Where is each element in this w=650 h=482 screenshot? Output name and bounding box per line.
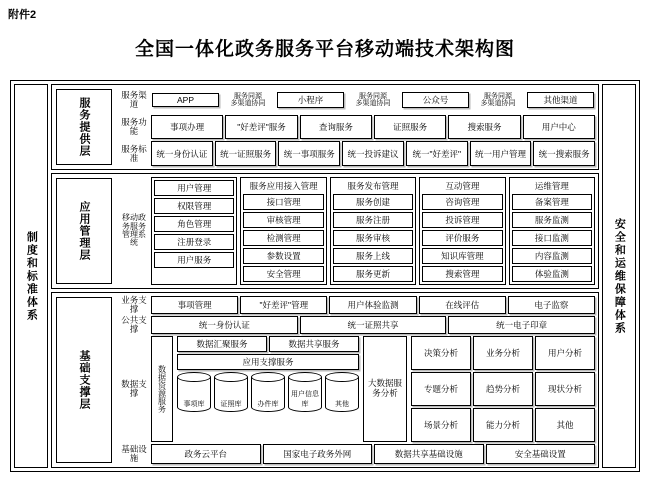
connector-3: 服务同源 多渠道协同	[480, 92, 516, 108]
analysis-capability[interactable]: 能力分析	[473, 408, 533, 442]
std-user-management[interactable]: 统一用户管理	[470, 141, 532, 166]
biz-electronic-supervision[interactable]: 电子监察	[508, 296, 595, 314]
data-aggregation-service[interactable]: 数据汇聚服务	[177, 336, 267, 352]
layers-container	[51, 84, 599, 468]
biz-review-management[interactable]: "好差评"管理	[240, 296, 327, 314]
layer-title-base: 基础支撑层	[78, 350, 90, 410]
column-head-interaction: 互动管理	[445, 181, 480, 191]
pub-license-share[interactable]: 统一证照共享	[300, 316, 447, 334]
db-label-other: 其他	[335, 401, 349, 408]
left-side-label	[14, 84, 48, 468]
layer-service-provision	[51, 84, 599, 170]
db-label-user: 用户信息库	[291, 391, 319, 408]
layer-body-service	[116, 85, 598, 169]
func-search-service[interactable]: 搜索服务	[448, 115, 520, 140]
layer-title-app: 应用管理层	[78, 201, 90, 261]
channel-miniprogram[interactable]: 小程序	[277, 92, 344, 108]
app-service-create[interactable]: 服务创建	[333, 194, 413, 210]
row-data-support	[119, 336, 595, 442]
app-consult-management[interactable]: 咨询管理	[422, 194, 502, 210]
biz-item-management[interactable]: 事项管理	[151, 296, 238, 314]
analysis-grid	[409, 336, 595, 442]
connector-2: 服务同源 多渠道协同	[355, 92, 391, 108]
layer-label-app-mgmt	[56, 178, 112, 284]
std-complaint[interactable]: 统一投诉建议	[342, 141, 404, 166]
row-label-data-support: 数据支撑	[121, 379, 147, 398]
column-service-access	[240, 177, 326, 285]
infra-data-sharing[interactable]: 数据共享基础设施	[374, 444, 484, 464]
layer-body-base	[116, 293, 598, 467]
app-content-monitoring[interactable]: 内容监测	[512, 248, 592, 264]
db-label-case: 办件库	[257, 401, 279, 408]
row-label-app-mgmt: 移动政务服务管理系统	[122, 213, 146, 248]
row-business-support	[119, 296, 595, 314]
channel-official-account[interactable]: 公众号	[402, 92, 469, 108]
right-side-label	[602, 84, 636, 468]
app-service-register[interactable]: 服务注册	[333, 212, 413, 228]
app-service-monitoring[interactable]: 服务监测	[512, 212, 592, 228]
db-case-library[interactable]	[251, 372, 285, 412]
db-label-item: 事项库	[183, 401, 205, 408]
layer-body-app	[116, 174, 598, 288]
std-item-service[interactable]: 统一事项服务	[278, 141, 340, 166]
row-service-function	[119, 115, 595, 140]
data-resource-service-label: 数据资源服务	[151, 336, 173, 442]
app-search-management[interactable]: 搜索管理	[422, 266, 502, 282]
row-label-service-standard: 服务标准	[121, 143, 147, 163]
app-service-audit[interactable]: 服务审核	[333, 230, 413, 246]
app-mgmt-columns	[151, 177, 595, 285]
app-parameter-settings[interactable]: 参数设置	[243, 248, 323, 264]
std-review[interactable]: 统一"好差评"	[406, 141, 468, 166]
column-head-service-publish: 服务发布管理	[347, 181, 399, 191]
std-license-service[interactable]: 统一证照服务	[215, 141, 277, 166]
app-service-online[interactable]: 服务上线	[333, 248, 413, 264]
analysis-business[interactable]: 业务分析	[473, 336, 533, 370]
infra-gov-cloud[interactable]: 政务云平台	[151, 444, 261, 464]
analysis-decision[interactable]: 决策分析	[411, 336, 471, 370]
analysis-topic[interactable]: 专题分析	[411, 372, 471, 406]
app-permission-management[interactable]: 权限管理	[154, 198, 234, 214]
right-side-text: 安全和运维保障体系	[613, 217, 626, 335]
row-public-support	[119, 316, 595, 334]
row-label-service-channel: 服务渠道	[121, 90, 147, 110]
architecture-diagram	[10, 80, 640, 472]
app-service-update[interactable]: 服务更新	[333, 266, 413, 282]
app-interface-monitoring[interactable]: 接口监测	[512, 230, 592, 246]
left-side-text: 制度和标准体系	[25, 230, 38, 322]
analysis-status[interactable]: 现状分析	[535, 372, 595, 406]
layer-application-management	[51, 173, 599, 289]
database-cylinders	[177, 372, 359, 412]
app-evaluation-service[interactable]: 评价服务	[422, 230, 502, 246]
pub-identity-auth[interactable]: 统一身份认证	[151, 316, 298, 334]
db-other-library[interactable]	[325, 372, 359, 412]
column-user-management	[151, 177, 237, 285]
app-user-service[interactable]: 用户服务	[154, 252, 234, 268]
app-record-management[interactable]: 备案管理	[512, 194, 592, 210]
analysis-user[interactable]: 用户分析	[535, 336, 595, 370]
row-label-business-support: 业务支撑	[121, 295, 147, 314]
row-label-public-support: 公共支撑	[121, 315, 147, 334]
layer-label-service-provision	[56, 89, 112, 165]
service-channel-cells	[151, 88, 595, 113]
db-item-library[interactable]	[177, 372, 211, 412]
std-search-service[interactable]: 统一搜索服务	[533, 141, 595, 166]
app-role-management[interactable]: 角色管理	[154, 216, 234, 232]
app-knowledge-base[interactable]: 知识库管理	[422, 248, 502, 264]
column-service-publish	[330, 177, 416, 285]
channel-other[interactable]: 其他渠道	[527, 92, 594, 108]
func-user-center[interactable]: 用户中心	[523, 115, 595, 140]
infra-security[interactable]: 安全基础设置	[486, 444, 596, 464]
db-user-info-library[interactable]	[288, 372, 322, 412]
column-head-service-access: 服务应用接入管理	[249, 181, 318, 191]
channel-app[interactable]: APP	[152, 93, 219, 107]
column-interaction	[419, 177, 505, 285]
row-label-infrastructure: 基础设施	[121, 444, 147, 463]
layer-label-base-support	[56, 297, 112, 463]
row-service-channel	[119, 88, 595, 113]
layer-title-service: 服务提供层	[78, 97, 90, 157]
biz-user-experience-monitoring[interactable]: 用户体验监测	[329, 296, 416, 314]
pub-electronic-seal[interactable]: 统一电子印章	[448, 316, 595, 334]
app-interface-management[interactable]: 接口管理	[243, 194, 323, 210]
app-complaint-management[interactable]: 投诉管理	[422, 212, 502, 228]
std-identity-auth[interactable]: 统一身份认证	[151, 141, 213, 166]
func-review-service[interactable]: "好差评"服务	[225, 115, 297, 140]
infra-egov-extranet[interactable]: 国家电子政务外网	[263, 444, 373, 464]
func-query-service[interactable]: 查询服务	[300, 115, 372, 140]
attachment-label: 附件2	[8, 9, 37, 21]
column-ops	[509, 177, 595, 285]
db-label-license: 证照库	[220, 401, 242, 408]
data-service-boxes	[175, 336, 361, 442]
app-register-login[interactable]: 注册登录	[154, 234, 234, 250]
analysis-trend[interactable]: 趋势分析	[473, 372, 533, 406]
app-experience-monitoring[interactable]: 体验监测	[512, 266, 592, 282]
app-user-management[interactable]: 用户管理	[154, 180, 234, 196]
data-sharing-service[interactable]: 数据共享服务	[269, 336, 359, 352]
app-security-management[interactable]: 安全管理	[243, 266, 323, 282]
analysis-other[interactable]: 其他	[535, 408, 595, 442]
biz-online-assessment[interactable]: 在线评估	[419, 296, 506, 314]
row-app-mgmt	[119, 177, 595, 285]
connector-1: 服务同源 多渠道协同	[230, 92, 266, 108]
row-infrastructure	[119, 444, 595, 464]
app-detection-management[interactable]: 检测管理	[243, 230, 323, 246]
row-label-service-function: 服务功能	[121, 117, 147, 136]
app-audit-management[interactable]: 审核管理	[243, 212, 323, 228]
row-service-standard	[119, 141, 595, 166]
analysis-scenario[interactable]: 场景分析	[411, 408, 471, 442]
func-item-handling[interactable]: 事项办理	[151, 115, 223, 140]
db-license-library[interactable]	[214, 372, 248, 412]
bigdata-analysis-label: 大数据服务分析	[363, 336, 407, 442]
func-license-service[interactable]: 证照服务	[374, 115, 446, 140]
column-head-ops: 运维管理	[534, 181, 569, 191]
page-title: 全国一体化政务服务平台移动端技术架构图	[134, 39, 515, 60]
app-support-service[interactable]: 应用支撑服务	[177, 354, 359, 370]
layer-base-support	[51, 292, 599, 468]
